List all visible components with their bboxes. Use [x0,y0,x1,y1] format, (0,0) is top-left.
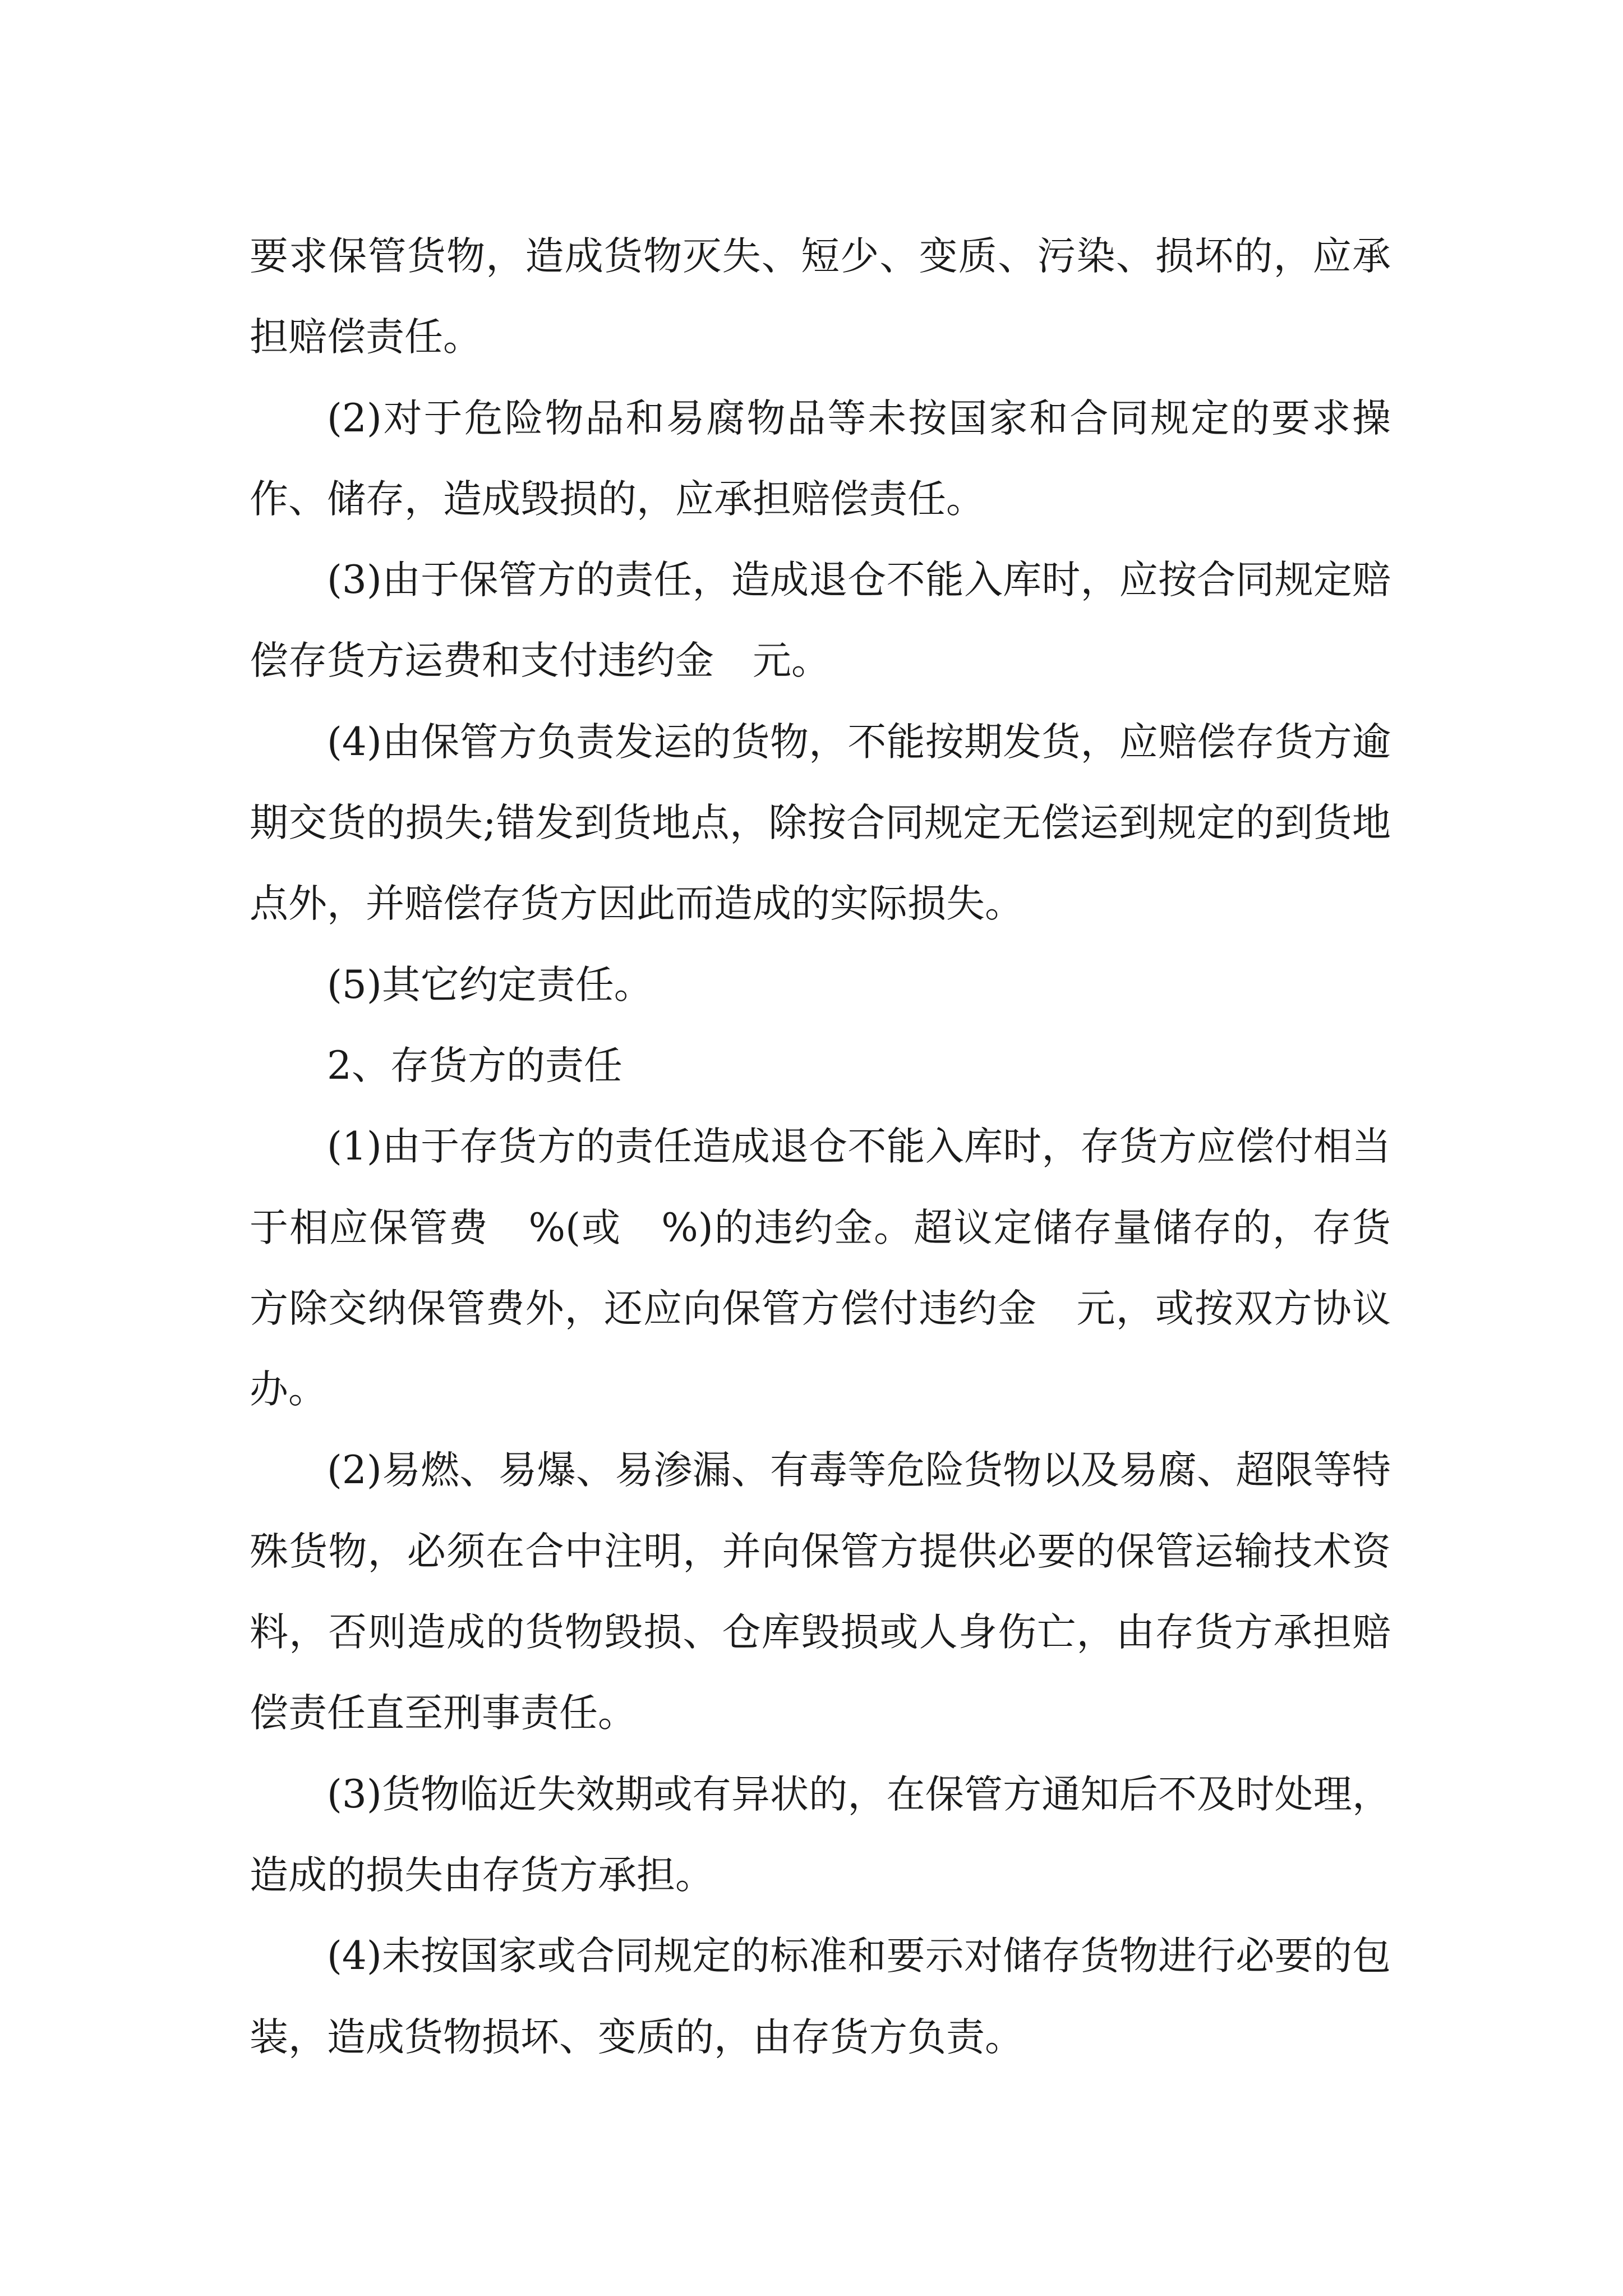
paragraph-continuation: 要求保管货物，造成货物灭失、短少、变质、污染、损坏的，应承担赔偿责任。 [250,234,1391,360]
paragraph-depositor-liability-4: (4)未按国家或合同规定的标准和要示对储存货物进行必要的包装，造成货物损坏、变质的，由存货方负责。 [250,1934,1391,2060]
paragraph-keeper-liability-2: (2)对于危险物品和易腐物品等未按国家和合同规定的要求操作、储存，造成毁损的，应承担赔偿责任。 [250,395,1391,522]
document-body [250,216,1391,2078]
paragraph-depositor-liability-3: (3)货物临近失效期或有异状的，在保管方通知后不及时处理，造成的损失由存货方承担。 [250,1772,1391,1898]
paragraph-depositor-liability-1: (1)由于存货方的责任造成退仓不能入库时，存货方应偿付相当于相应保管费 %(或 %)的违约金。超议定储存量储存的，存货方除交纳保管费外，还应向保管方偿付违约金 元，或按双方协议办。 [250,1124,1391,1412]
section-heading-depositor-liability: 2、存货方的责任 [327,1043,623,1088]
paragraph-keeper-liability-4: (4)由保管方负责发运的货物，不能按期发货，应赔偿存货方逾期交货的损失;错发到货地点，除按合同规定无偿运到规定的到货地点外，并赔偿存货方因此而造成的实际损失。 [250,719,1391,927]
paragraph-depositor-liability-2: (2)易燃、易爆、易渗漏、有毒等危险货物以及易腐、超限等特殊货物，必须在合中注明，并向保管方提供必要的保管运输技术资料，否则造成的货物毁损、仓库毁损或人身伤亡，由存货方承担赔偿责任直至刑事责任。 [250,1448,1391,1736]
paragraph-keeper-liability-3: (3)由于保管方的责任，造成退仓不能入库时，应按合同规定赔偿存货方运费和支付违约金 元。 [250,558,1391,684]
paragraph-keeper-liability-5: (5)其它约定责任。 [327,962,653,1007]
